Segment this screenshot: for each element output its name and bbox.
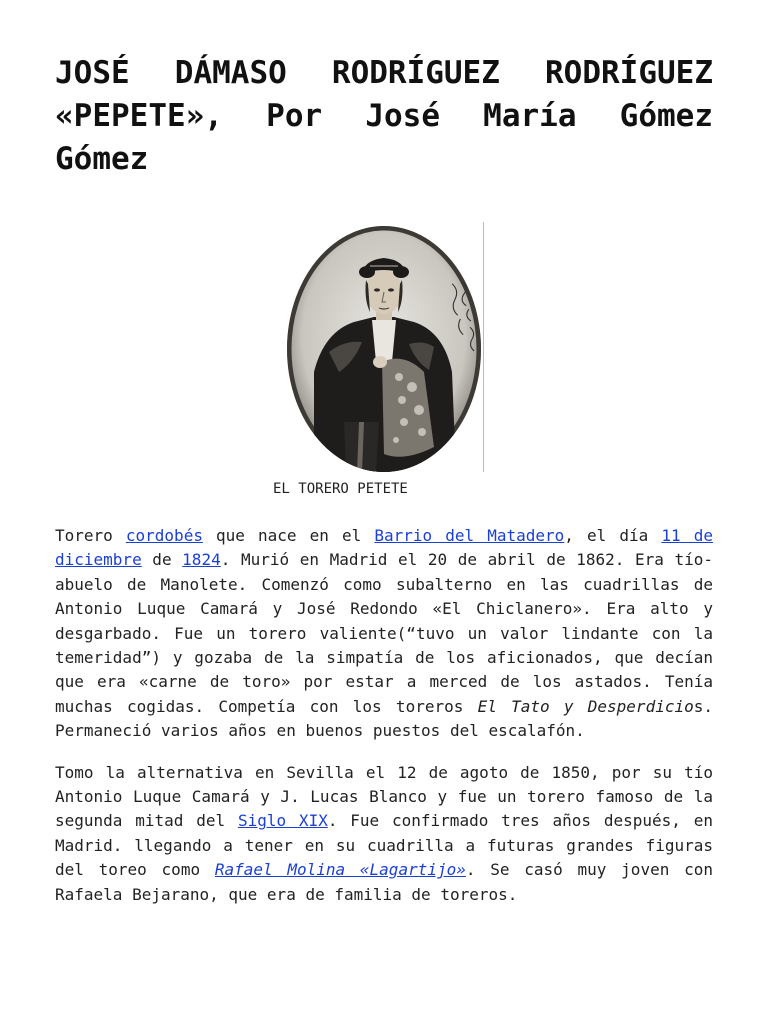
p1-text-5: . Murió en Madrid el 20 de abril de 1862. Era tío-abuelo de Manolete. Comenzó como subalterno en las cuadrillas de Antonio Luque Camará y José Redondo «El Chiclanero». Era alto y desgarbado. Fue un torero valiente(“tuvo un valor lindante con la temeridad”) y gozaba de la simpatía de los aficionados, que decían que era «carne de toro» por estar a merced de los astados. Tenía muchas cogidas. Competía con los toreros	[55, 550, 713, 716]
figure-caption: EL TORERO PETETE	[273, 481, 408, 497]
link-rafael-molina-lagartijo[interactable]: Rafael Molina «Lagartijo»	[214, 860, 466, 880]
paragraph-1	[55, 524, 713, 744]
torero-portrait-figure	[284, 222, 484, 472]
page-title: JOSÉ DÁMASO RODRÍGUEZ RODRÍGUEZ «PEPETE», Por José María Gómez Gómez	[55, 55, 713, 177]
p1-text-2: que nace en el	[202, 526, 375, 545]
p1-text-4: de	[141, 550, 183, 570]
link-11-de-diciembre[interactable]: 11 de diciembre	[55, 526, 713, 570]
article	[55, 52, 714, 904]
p1-emphasis: El Tato y Desperdicio	[477, 696, 694, 716]
p2-text-1: Tomo la alternativa en Sevilla el 12 de agoto de 1850, por su tío Antonio Luque Camará y J. Lucas Blanco y fue un torero famoso de la segunda mitad del	[55, 762, 713, 831]
link-barrio-del-matadero[interactable]: Barrio del Matadero	[374, 526, 565, 545]
p1-text-3: , el día	[564, 526, 662, 545]
link-siglo-xix[interactable]: Siglo XIX	[237, 811, 328, 831]
link-cordobes[interactable]: cordobés	[125, 526, 203, 545]
p2-text-3: . Se casó muy joven con Rafaela Bejarano, que era de familia de toreros.	[55, 860, 713, 904]
p1-text-6: s. Permaneció varios años en buenos puestos del escalafón.	[55, 696, 713, 741]
p2-text-2: . Fue confirmado tres años después, en Madrid. llegando a tener en su cuadrilla a futuras grandes figuras del toreo como	[55, 811, 714, 880]
torero-portrait-image	[284, 222, 484, 472]
paragraph-2	[55, 761, 713, 907]
article-body	[55, 524, 713, 924]
link-1824[interactable]: 1824	[182, 550, 221, 570]
p1-text-1: Torero	[55, 526, 126, 545]
